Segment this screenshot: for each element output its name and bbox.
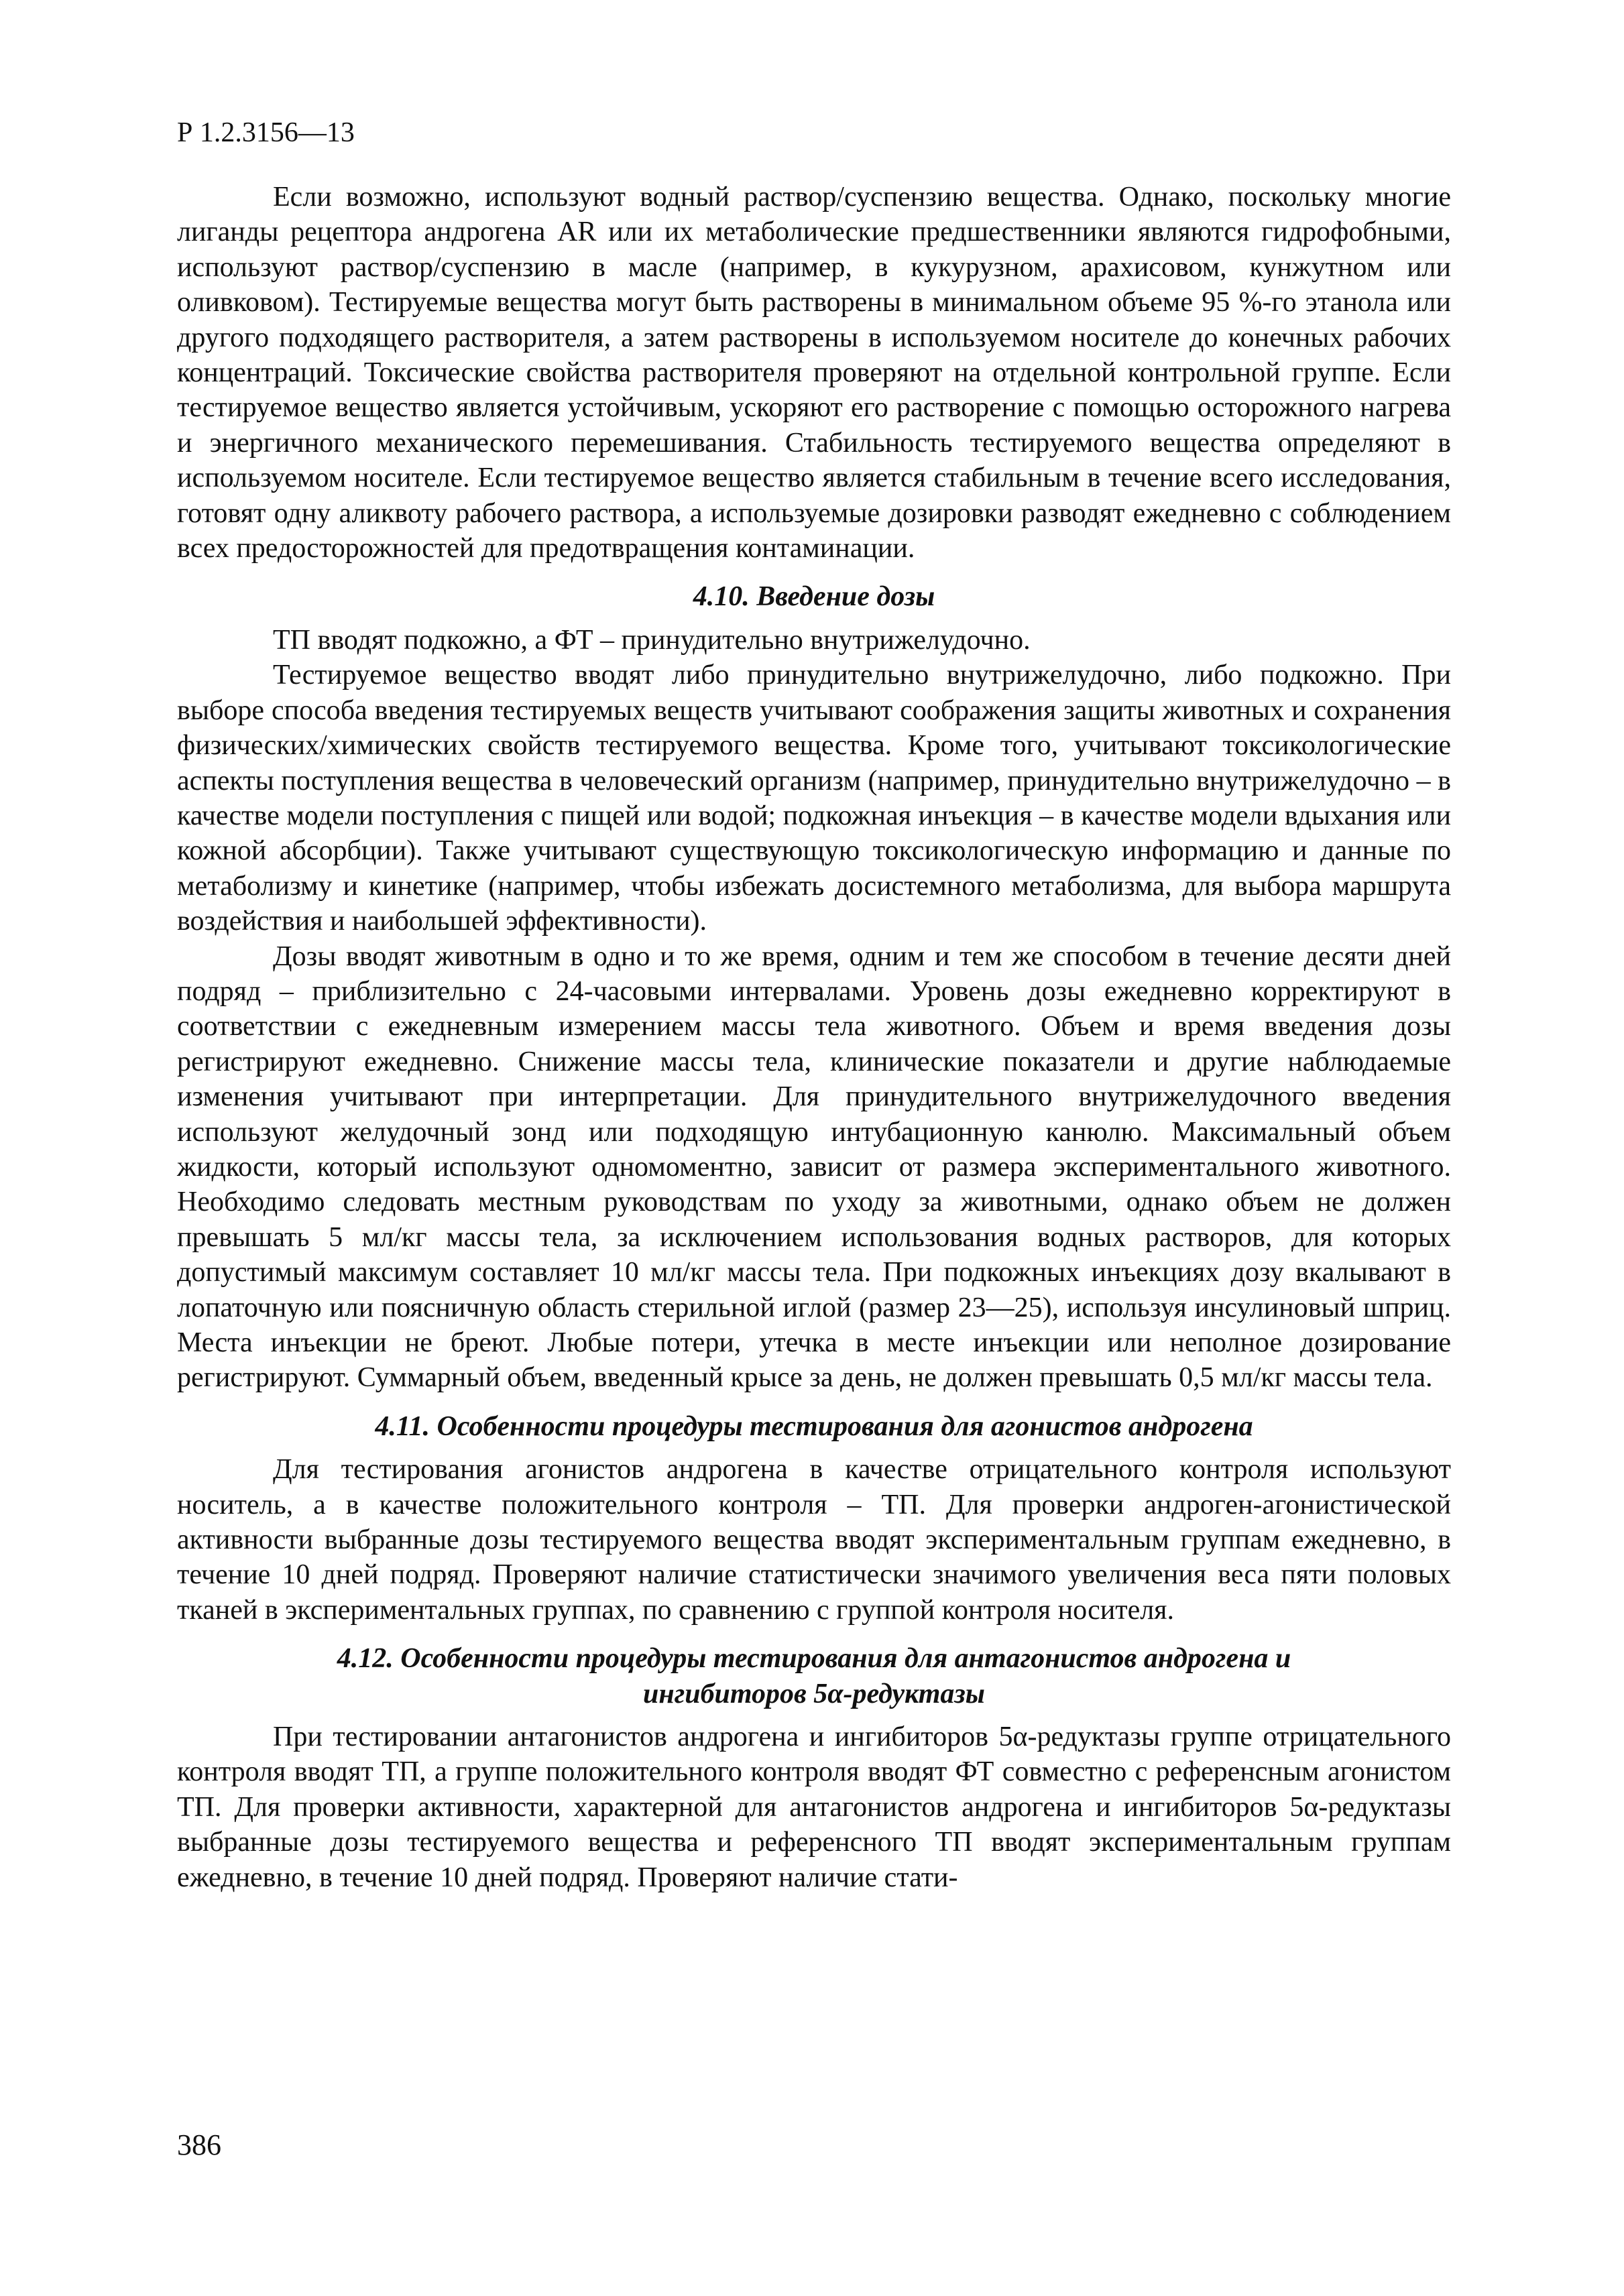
paragraph-agonist-testing: Для тестирования агонистов андрогена в качестве отрицательного контроля используют носитель, а в качестве положительного контроля – ТП. Для проверки андроген-агонистической активности выбранные дозы тестируемого вещества вводят экспериментальным группам ежедневно, в течение 10 дней подряд. Проверяют наличие статистически значимого увеличения веса пяти половых тканей в экспериментальных группах, по сравнению с группой контроля носителя. [177, 1454, 1451, 1626]
section-heading-4-11: 4.11. Особенности процедуры тестирования для агонистов андрогена [375, 1410, 1253, 1442]
section-heading-4-12-line2: ингибиторов 5α-редуктазы [643, 1678, 985, 1709]
document-body [177, 180, 1451, 1895]
section-heading-4-12-line1: 4.12. Особенности процедуры тестирования для антагонистов андрогена и [337, 1643, 1291, 1675]
paragraph-solution-preparation: Если возможно, используют водный раствор/суспензию вещества. Однако, поскольку многие лиганды рецептора андрогена AR или их метаболические предшественники являются гидрофобными, используют раствор/суспензию в масле (например, в кукурузном, арахисовом, кунжутном или оливковом). Тестируемые вещества могут быть растворены в минимальном объеме 95 %-го этанола или другого подходящего растворителя, а затем растворены в используемом носителе до конечных рабочих концентраций. Токсические свойства растворителя проверяют на отдельной контрольной группе. Если тестируемое вещество является устойчивым, ускоряют его растворение с помощью осторожного нагрева и энергичного механического перемешивания. Стабильность тестируемого вещества определяют в используемом носителе. Если тестируемое вещество является стабильным в течение всего исследования, готовят одну аликвоту рабочего раствора, а используемые дозировки разводят ежедневно с соблюдением всех предосторожностей для предотвращения контаминации. [177, 182, 1451, 564]
paragraph-administration-choice: Тестируемое вещество вводят либо принудительно внутрижелудочно, либо подкожно. При выборе способа введения тестируемых веществ учитывают соображения защиты животных и сохранения физических/химических свойств тестируемого вещества. Кроме того, учитывают токсикологические аспекты поступления вещества в человеческий организм (например, принудительно внутрижелудочно – в качестве модели поступления с пищей или водой; подкожная инъекция – в качестве модели вдыхания или кожной абсорбции). Также учитывают существующую токсикологическую информацию и данные по метаболизму и кинетике (например, чтобы избежать досистемного метаболизма, для выбора маршрута воздействия и наибольшей эффективности). [177, 660, 1451, 937]
document-code: Р 1.2.3156—13 [177, 117, 355, 148]
paragraph-antagonist-testing: При тестировании антагонистов андрогена и ингибиторов 5α-редуктазы группе отрицательного контроля вводят ТП, а группе положительного контроля вводят ФТ совместно с референсным агонистом ТП. Для проверки активности, характерной для антагонистов андрогена и ингибиторов 5α-редуктазы выбранные дозы тестируемого вещества и референсного ТП вводят экспериментальным группам ежедневно, в течение 10 дней подряд. Проверяют наличие стати- [177, 1721, 1451, 1893]
paragraph-dosing-schedule: Дозы вводят животным в одно и то же время, одним и тем же способом в течение десяти дней подряд – приблизительно с 24-часовыми интервалами. Уровень дозы ежедневно корректируют в соответствии с ежедневным измерением массы тела животного. Объем и время введения дозы регистрируют ежедневно. Снижение массы тела, клинические показатели и другие наблюдаемые изменения учитывают при интерпретации. Для принудительного внутрижелудочного введения используют желудочный зонд или подходящую интубационную канюлю. Максимальный объем жидкости, который используют одномоментно, зависит от размера экспериментального животного. Необходимо следовать местным руководствам по уходу за животными, однако объем не должен превышать 5 мл/кг массы тела, за исключением использования водных растворов, для которых допустимый максимум составляет 10 мл/кг массы тела. При подкожных инъекциях дозу вкалывают в лопаточную или поясничную область стерильной иглой (размер 23—25), используя инсулиновый шприц. Места инъекции не бреют. Любые потери, утечка в месте инъекции или неполное дозирование регистрируют. Суммарный объем, введенный крысе за день, не должен превышать 0,5 мл/кг массы тела. [177, 941, 1451, 1394]
page-number: 386 [177, 2128, 221, 2161]
paragraph-administration-routes: ТП вводят подкожно, а ФТ – принудительно внутрижелудочно. [273, 624, 1031, 656]
section-heading-4-10: 4.10. Введение дозы [693, 581, 935, 613]
